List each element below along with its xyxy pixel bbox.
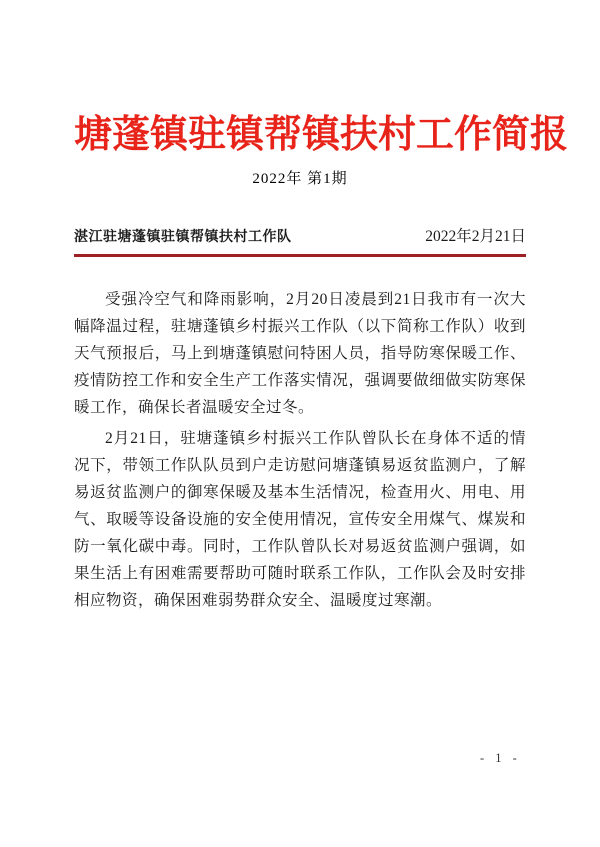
body-paragraph: 受强冷空气和降雨影响，2月20日凌晨到21日我市有一次大幅降温过程，驻塘蓬镇乡村振兴工作队（以下简称工作队）收到天气预报后，马上到塘蓬镇慰问特困人员，指导防寒保暖工作、疫情防控工作和安全生产工作落实情况，强调要做细做实防寒保暖工作，确保长者温暖安全过冬。 [74,290,526,416]
meta-row [74,224,526,246]
document-title: 塘蓬镇驻镇帮镇扶村工作简报 [74,114,569,156]
document-body [74,286,526,614]
issue-number: 2022年 第1期 [252,170,348,187]
issue-date: 2022年2月21日 [425,227,526,245]
body-paragraph: 2月21日，驻塘蓬镇乡村振兴工作队曾队长在身体不适的情况下，带领工作队队员到户走访慰问塘蓬镇易返贫监测户，了解易返贫监测户的御寒保暖及基本生活情况，检查用火、用电、用气、取暖等设备设施的安全使用情况，宣传安全用煤气、煤炭和防一氧化碳中毒。同时，工作队曾队长对易返贫监测户强调，如果生活上有困难需要帮助可随时联系工作队，工作队会及时安排相应物资，确保困难弱势群众安全、温暖度过寒潮。 [74,429,526,609]
red-divider [74,254,526,257]
issuing-unit: 湛江驻塘蓬镇驻镇帮镇扶村工作队 [74,229,292,245]
page-number: - 1 - [480,751,521,765]
